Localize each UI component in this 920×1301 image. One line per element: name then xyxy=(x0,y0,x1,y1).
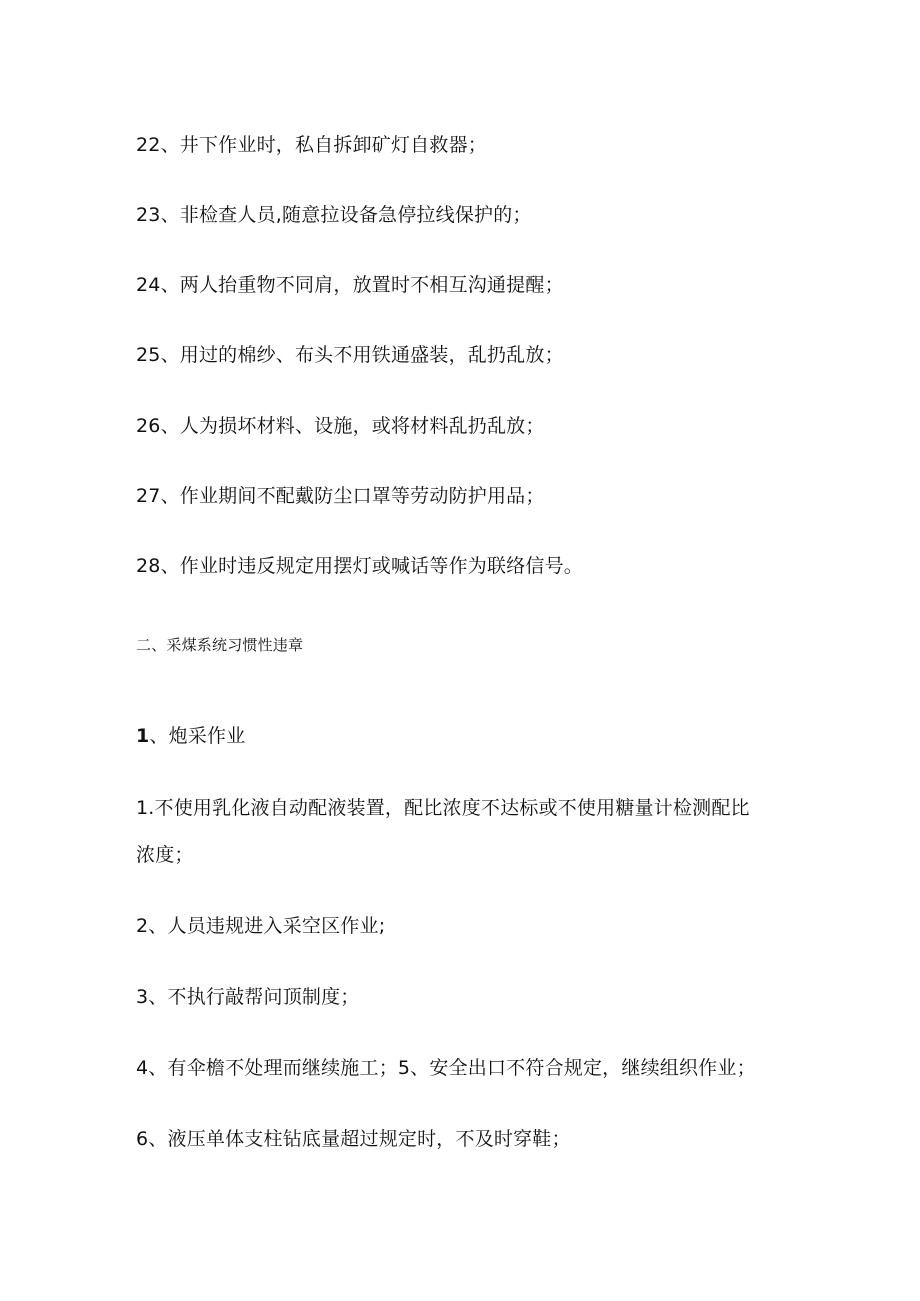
list-item: 4、有伞檐不处理而继续施工；5、安全出口不符合规定，继续组织作业； xyxy=(136,1057,756,1079)
list-item: 24、两人抬重物不同肩，放置时不相互沟通提醒； xyxy=(136,274,564,296)
list-item: 3、不执行敲帮问顶制度； xyxy=(136,986,360,1008)
list-item: 27、作业期间不配戴防尘口罩等劳动防护用品； xyxy=(136,485,545,507)
list-item-continuation: 浓度； xyxy=(136,844,194,866)
list-item: 22、井下作业时，私自拆卸矿灯自救器； xyxy=(136,134,487,156)
list-item: 26、人为损坏材料、设施，或将材料乱扔乱放； xyxy=(136,415,545,437)
list-item: 2、人员违规进入采空区作业; xyxy=(136,915,386,937)
list-item: 6、液压单体支柱钻底量超过规定时，不及时穿鞋； xyxy=(136,1128,571,1150)
list-item: 1.不使用乳化液自动配液装置，配比浓度不达标或不使用糖量计检测配比 xyxy=(136,797,750,819)
list-item: 23、非检查人员,随意拉设备急停拉线保护的； xyxy=(136,204,532,226)
subsection-number: 1 xyxy=(136,725,150,747)
subsection-title: 、炮采作业 xyxy=(149,725,246,747)
list-item: 25、用过的棉纱、布头不用铁通盛装，乱扔乱放； xyxy=(136,344,564,366)
subsection-heading xyxy=(136,723,245,749)
list-item: 28、作业时违反规定用摆灯或喊话等作为联络信号。 xyxy=(136,555,583,577)
section-heading: 二、采煤系统习惯性违章 xyxy=(136,636,304,654)
